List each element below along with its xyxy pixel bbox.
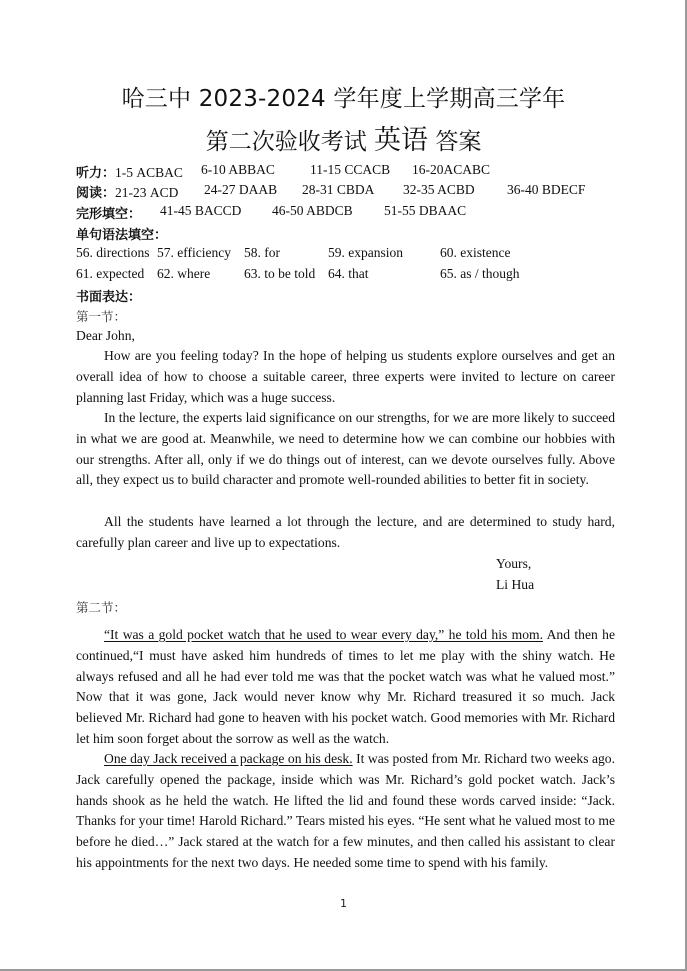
answer-group: 16-20ACABC: [412, 162, 491, 177]
answer-group: 41-45 BACCD: [160, 203, 242, 218]
grammar-label-line: [76, 224, 167, 243]
part1-label: 第一节：: [76, 309, 127, 324]
letter-paragraph: In the lecture, the experts laid significance on our strengths, for we are more likely to succeed in what we are good at. Meanwhile, we need to determine how we can combine our hobbies with our strengths. After all, only if we do things out of interest, can we devote ourselves fully. Above all, they expect us to build character and promote well-rounded abilities to better fit in society.: [76, 410, 615, 488]
listening-answers: [76, 162, 491, 181]
listening-label: 听力：: [76, 166, 116, 181]
story-paragraph: [76, 749, 615, 874]
writing-label: 书面表达：: [76, 290, 142, 305]
document-subtitle: [0, 118, 687, 157]
grammar-answer: 64. that: [328, 266, 369, 281]
salutation: Dear John,: [76, 328, 135, 343]
answer-group: 28-31 CBDA: [302, 182, 375, 197]
answer-group: 46-50 ABDCB: [272, 203, 353, 218]
cloze-label: 完形填空：: [76, 207, 142, 222]
page-number: 1: [340, 897, 347, 910]
answer-group: 1-5 ACBAC: [115, 165, 183, 180]
grammar-answer: 58. for: [244, 245, 280, 260]
letter-paragraph: How are you feeling today? In the hope of helping us students explore ourselves and get an overall idea of how to choose a suitable career, three experts were invited to lecture on career planning last Friday, which was a huge success.: [76, 348, 615, 405]
document-title: 哈三中 2023-2024 学年度上学期高三学年: [121, 86, 566, 112]
answer-group: 11-15 CCACB: [310, 162, 391, 177]
answer-group: 36-40 BDECF: [507, 182, 586, 197]
writing-label-line: [76, 286, 141, 305]
grammar-answer: 57. efficiency: [157, 245, 231, 260]
answer-key-label: 答案: [435, 129, 482, 155]
letter-paragraph: All the students have learned a lot through the lecture, and are determined to study hard, carefully plan career and live up to expectations.: [76, 514, 615, 550]
part2-label: 第二节：: [76, 600, 127, 615]
underlined-prompt: One day Jack received a package on his desk.: [104, 751, 353, 766]
grammar-answer: 62. where: [157, 266, 211, 281]
answer-group: 32-35 ACBD: [403, 182, 475, 197]
answer-group: 6-10 ABBAC: [201, 162, 275, 177]
answer-group: 51-55 DBAAC: [384, 203, 467, 218]
exam-name: 第二次验收考试: [205, 129, 367, 155]
underlined-prompt: “It was a gold pocket watch that he used to wear every day,” he told his mom.: [104, 627, 543, 642]
grammar-label: 单句语法填空：: [76, 228, 168, 243]
reading-answers: [76, 182, 586, 201]
story-text: And then he continued,“I must have asked him hundreds of times to let me play with the shiny watch. He always refused and all he had ever told me was that the pocket watch was what he valued most.” Now that it was gone, Jack would never know why Mr. Richard treasured it so much. Jack believed Mr. Richard had gone to heaven with his pocket watch. Good memories with Mr. Richard let him soon forget about the sorrow as well as the watch.: [76, 627, 615, 746]
story-paragraph: [76, 625, 615, 750]
grammar-answer: 63. to be told: [244, 266, 316, 281]
answer-group: 21-23 ACD: [115, 185, 179, 200]
answer-group: 24-27 DAAB: [204, 182, 278, 197]
cloze-answers: [76, 203, 467, 222]
grammar-answer: 61. expected: [76, 266, 145, 281]
letter-closing: Yours,: [496, 556, 532, 571]
grammar-answer: 56. directions: [76, 245, 150, 260]
grammar-answer: 60. existence: [440, 245, 511, 260]
grammar-answer: 65. as / though: [440, 266, 520, 281]
grammar-answer: 59. expansion: [328, 245, 403, 260]
story-text: It was posted from Mr. Richard two weeks ago. Jack carefully opened the package, inside which was Mr. Richard’s gold pocket watch. Jack’s hands shook as he held the watch. He lifted the lid and found these words carved inside: “Jack. Thanks for your time! Harold Richard.” Tears misted his eyes. “He sent what he valued most to me before he died…” Jack stared at the watch for a few minutes, and then called his assistant to clear his appointments for the next two days. He needed some time to spend with his family.: [76, 751, 616, 870]
reading-label: 阅读：: [76, 186, 116, 201]
subject-name: 英语: [374, 125, 428, 156]
letter-signature: Li Hua: [496, 577, 535, 592]
